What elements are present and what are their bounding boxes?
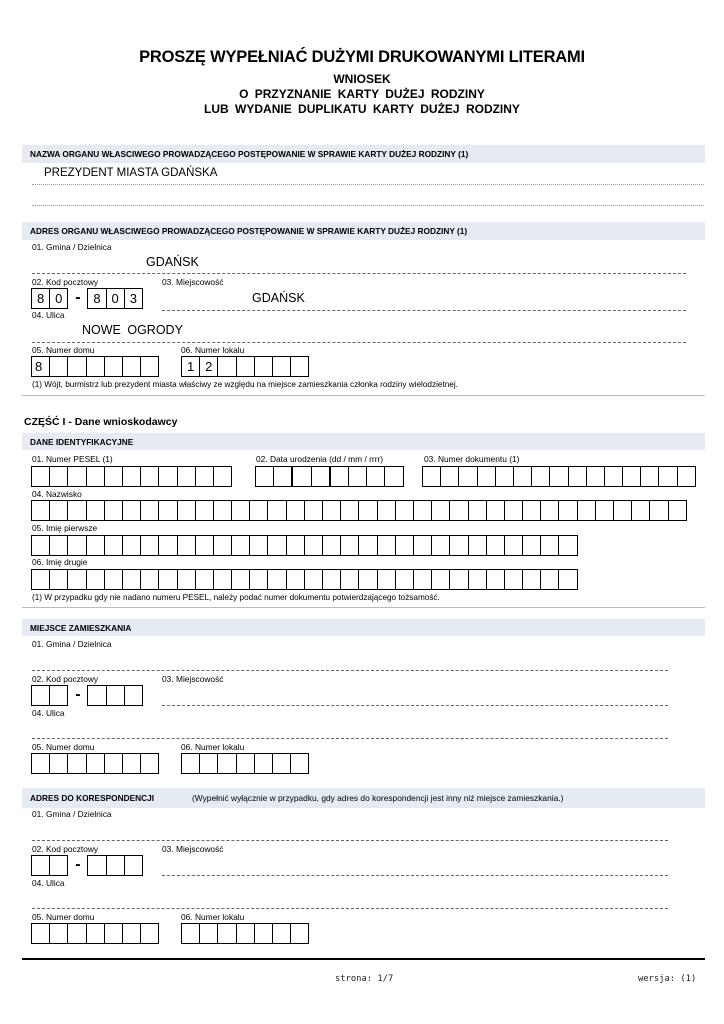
first-name-box-8[interactable] xyxy=(158,535,176,556)
birth-date-box-8[interactable] xyxy=(384,466,403,487)
organ-house-box-5[interactable] xyxy=(104,356,122,377)
pesel-box-9[interactable] xyxy=(177,466,195,487)
res-street-line[interactable] xyxy=(32,738,668,739)
first-name-box-29[interactable] xyxy=(540,535,558,556)
second-name-box-23[interactable] xyxy=(431,569,449,590)
surname-box-31[interactable] xyxy=(577,500,595,521)
corr-postal-box-2[interactable] xyxy=(49,855,68,876)
surname-box-2[interactable] xyxy=(49,500,67,521)
res-house-box-1[interactable] xyxy=(31,753,49,774)
doc-label: 03. Numer dokumentu (1) xyxy=(424,454,520,464)
surname-box-15[interactable] xyxy=(286,500,304,521)
organ-postal-label: 02. Kod pocztowy xyxy=(32,277,99,287)
organ-city-value[interactable]: GDAŃSK xyxy=(252,291,305,305)
first-name-box-1[interactable] xyxy=(31,535,49,556)
corr-note: (Wypełnić wyłącznie w przypadku, gdy adres do korespondencji jest inny niż miejsce zamieszkania.) xyxy=(192,793,564,803)
organ-address-band xyxy=(22,222,705,240)
second-name-box-20[interactable] xyxy=(377,569,395,590)
second-name-box-4[interactable] xyxy=(86,569,104,590)
corr-postal-box-1[interactable] xyxy=(31,855,49,876)
organ-house-box-3[interactable] xyxy=(67,356,85,377)
corr-postal-separator: - xyxy=(75,856,81,873)
organ-flat-box-6[interactable] xyxy=(272,356,290,377)
surname-box-17[interactable] xyxy=(322,500,340,521)
form-title-line3: LUB WYDANIE DUPLIKATU KARTY DUŻEJ RODZINY xyxy=(204,102,520,116)
surname-box-26[interactable] xyxy=(486,500,504,521)
corr-house-box-4[interactable] xyxy=(86,923,104,944)
res-flat-label: 06. Numer lokalu xyxy=(181,742,245,752)
corr-house-box-5[interactable] xyxy=(104,923,122,944)
second-name-box-12[interactable] xyxy=(231,569,249,590)
second-name-label: 06. Imię drugie xyxy=(32,557,88,567)
surname-box-20[interactable] xyxy=(377,500,395,521)
pesel-box-7[interactable] xyxy=(140,466,158,487)
corr-flat-box-1[interactable] xyxy=(181,923,199,944)
residence-title: MIEJSCE ZAMIESZKANIA xyxy=(30,623,132,633)
corr-street-label: 04. Ulica xyxy=(32,878,65,888)
res-gmina-label: 01. Gmina / Dzielnica xyxy=(32,639,112,649)
res-postal-separator: - xyxy=(75,686,81,703)
organ-footnote: (1) Wójt, burmistrz lub prezydent miasta właściwy ze względu na miejsce zamieszkania członka rodziny wielodzietnej. xyxy=(32,380,458,389)
first-name-box-28[interactable] xyxy=(522,535,540,556)
first-name-box-11[interactable] xyxy=(213,535,231,556)
corr-city-label: 03. Miejscowość xyxy=(162,844,224,854)
organ-flat-box-2[interactable]: 2 xyxy=(199,356,217,377)
surname-box-34[interactable] xyxy=(631,500,649,521)
surname-box-22[interactable] xyxy=(413,500,431,521)
res-postal-code[interactable] xyxy=(31,685,143,705)
organ-name-title: NAZWA ORGANU WŁASCIWEGO PROWADZĄCEGO POSTĘPOWANIE W SPRAWIE KARTY DUŻEJ RODZINY (1) xyxy=(30,149,469,159)
surname-box-1[interactable] xyxy=(31,500,49,521)
first-name-box-10[interactable] xyxy=(195,535,213,556)
res-flat-box-6[interactable] xyxy=(272,753,290,774)
organ-flat-box-5[interactable] xyxy=(254,356,272,377)
res-house-box-7[interactable] xyxy=(140,753,159,774)
surname-box-30[interactable] xyxy=(558,500,576,521)
pesel-box-3[interactable] xyxy=(67,466,85,487)
form-title-line2: O PRZYZNANIE KARTY DUŻEJ RODZINY xyxy=(239,87,485,101)
doc-number-box-7[interactable] xyxy=(531,466,549,487)
corr-postal-box-4[interactable] xyxy=(106,855,124,876)
doc-number-box-1[interactable] xyxy=(422,466,440,487)
pesel-box-8[interactable] xyxy=(158,466,176,487)
res-postal-box-5[interactable] xyxy=(124,685,143,706)
second-name-box-25[interactable] xyxy=(468,569,486,590)
organ-name-line-2 xyxy=(32,205,704,206)
surname-box-19[interactable] xyxy=(358,500,376,521)
first-name-box-12[interactable] xyxy=(231,535,249,556)
first-name-box-15[interactable] xyxy=(286,535,304,556)
surname-box-33[interactable] xyxy=(613,500,631,521)
doc-number-box-4[interactable] xyxy=(477,466,495,487)
first-name-box-5[interactable] xyxy=(104,535,122,556)
res-postal-box-3[interactable] xyxy=(87,685,105,706)
birth-date-box-2[interactable] xyxy=(273,466,291,487)
organ-divider xyxy=(22,395,705,396)
surname-box-11[interactable] xyxy=(213,500,231,521)
first-name-box-7[interactable] xyxy=(140,535,158,556)
corr-flat-label: 06. Numer lokalu xyxy=(181,912,245,922)
organ-city-line xyxy=(162,310,686,311)
res-flat-boxes[interactable] xyxy=(181,753,309,773)
organ-flat-boxes[interactable] xyxy=(181,356,309,376)
corr-house-box-3[interactable] xyxy=(67,923,85,944)
first-name-box-22[interactable] xyxy=(413,535,431,556)
organ-postal-digit-1[interactable]: 8 xyxy=(31,288,49,309)
organ-flat-box-7[interactable] xyxy=(290,356,309,377)
surname-box-8[interactable] xyxy=(158,500,176,521)
second-name-box-18[interactable] xyxy=(340,569,358,590)
corr-house-boxes[interactable] xyxy=(31,923,159,943)
ident-footnote: (1) W przypadku gdy nie nadano numeru PESEL, należy podać numer dokumentu potwierdzającego tożsamość. xyxy=(32,593,440,602)
pesel-boxes[interactable] xyxy=(31,466,232,486)
doc-number-box-12[interactable] xyxy=(622,466,640,487)
organ-house-boxes[interactable] xyxy=(31,356,159,376)
surname-box-25[interactable] xyxy=(468,500,486,521)
corr-postal-box-3[interactable] xyxy=(87,855,105,876)
doc-number-box-8[interactable] xyxy=(549,466,567,487)
organ-postal-digit-2[interactable]: 0 xyxy=(49,288,68,309)
res-house-box-6[interactable] xyxy=(122,753,140,774)
organ-flat-box-1[interactable]: 1 xyxy=(181,356,199,377)
corr-postal-label: 02. Kod pocztowy xyxy=(32,844,99,854)
organ-house-label: 05. Numer domu xyxy=(32,345,95,355)
surname-box-16[interactable] xyxy=(304,500,322,521)
birth-date-box-6[interactable] xyxy=(348,466,366,487)
first-name-box-14[interactable] xyxy=(267,535,285,556)
corr-postal-code[interactable] xyxy=(31,855,143,875)
first-name-box-4[interactable] xyxy=(86,535,104,556)
surname-box-5[interactable] xyxy=(104,500,122,521)
second-name-box-2[interactable] xyxy=(49,569,67,590)
pesel-box-2[interactable] xyxy=(49,466,67,487)
first-name-boxes[interactable] xyxy=(31,535,578,555)
surname-box-13[interactable] xyxy=(249,500,267,521)
first-name-box-17[interactable] xyxy=(322,535,340,556)
doc-number-box-2[interactable] xyxy=(440,466,458,487)
page-number: strona: 1/7 xyxy=(335,974,394,984)
doc-number-box-3[interactable] xyxy=(458,466,476,487)
second-name-box-8[interactable] xyxy=(158,569,176,590)
surname-box-27[interactable] xyxy=(504,500,522,521)
res-flat-box-7[interactable] xyxy=(290,753,309,774)
res-house-box-4[interactable] xyxy=(86,753,104,774)
doc-number-boxes[interactable] xyxy=(422,466,696,486)
second-name-box-22[interactable] xyxy=(413,569,431,590)
second-name-box-15[interactable] xyxy=(286,569,304,590)
surname-box-14[interactable] xyxy=(267,500,285,521)
second-name-box-7[interactable] xyxy=(140,569,158,590)
organ-flat-box-4[interactable] xyxy=(236,356,254,377)
organ-postal-digit-4[interactable]: 0 xyxy=(106,288,124,309)
doc-number-box-13[interactable] xyxy=(640,466,658,487)
footer-rule xyxy=(22,958,705,960)
second-name-box-28[interactable] xyxy=(522,569,540,590)
organ-street-line xyxy=(32,342,686,343)
corr-flat-boxes[interactable] xyxy=(181,923,309,943)
pesel-box-5[interactable] xyxy=(104,466,122,487)
first-name-box-3[interactable] xyxy=(67,535,85,556)
first-name-box-23[interactable] xyxy=(431,535,449,556)
surname-label: 04. Nazwisko xyxy=(32,489,82,499)
surname-box-23[interactable] xyxy=(431,500,449,521)
pesel-label: 01. Numer PESEL (1) xyxy=(32,454,113,464)
res-flat-box-1[interactable] xyxy=(181,753,199,774)
second-name-box-1[interactable] xyxy=(31,569,49,590)
second-name-box-6[interactable] xyxy=(122,569,140,590)
organ-street-label: 04. Ulica xyxy=(32,310,65,320)
organ-city-label: 03. Miejscowość xyxy=(162,277,224,287)
first-name-box-26[interactable] xyxy=(486,535,504,556)
first-name-box-27[interactable] xyxy=(504,535,522,556)
birth-date-box-4[interactable] xyxy=(311,466,329,487)
organ-name-value[interactable]: PREZYDENT MIASTA GDAŃSKA xyxy=(44,167,218,179)
birth-date-boxes[interactable] xyxy=(255,466,404,486)
doc-number-box-6[interactable] xyxy=(513,466,531,487)
res-house-box-3[interactable] xyxy=(67,753,85,774)
res-postal-box-2[interactable] xyxy=(49,685,68,706)
first-name-box-13[interactable] xyxy=(249,535,267,556)
second-name-box-16[interactable] xyxy=(304,569,322,590)
surname-box-3[interactable] xyxy=(67,500,85,521)
surname-box-36[interactable] xyxy=(668,500,687,521)
second-name-box-30[interactable] xyxy=(558,569,577,590)
surname-box-10[interactable] xyxy=(195,500,213,521)
organ-house-box-1[interactable]: 8 xyxy=(31,356,49,377)
corr-gmina-label: 01. Gmina / Dzielnica xyxy=(32,809,112,819)
res-flat-box-2[interactable] xyxy=(199,753,217,774)
corr-house-label: 05. Numer domu xyxy=(32,912,95,922)
pesel-box-4[interactable] xyxy=(86,466,104,487)
surname-box-21[interactable] xyxy=(395,500,413,521)
organ-flat-label: 06. Numer lokalu xyxy=(181,345,245,355)
second-name-box-27[interactable] xyxy=(504,569,522,590)
corr-street-line[interactable] xyxy=(32,908,668,909)
surname-box-18[interactable] xyxy=(340,500,358,521)
surname-box-28[interactable] xyxy=(522,500,540,521)
surname-box-24[interactable] xyxy=(449,500,467,521)
second-name-box-3[interactable] xyxy=(67,569,85,590)
birth-date-box-5[interactable] xyxy=(329,466,348,487)
corr-flat-box-6[interactable] xyxy=(272,923,290,944)
res-flat-box-5[interactable] xyxy=(254,753,272,774)
part1-title: CZĘŚĆ I - Dane wnioskodawcy xyxy=(24,416,178,428)
birth-date-box-7[interactable] xyxy=(366,466,384,487)
organ-house-box-6[interactable] xyxy=(122,356,140,377)
organ-postal-separator: - xyxy=(75,289,81,306)
second-name-box-13[interactable] xyxy=(249,569,267,590)
pesel-box-11[interactable] xyxy=(213,466,232,487)
surname-box-29[interactable] xyxy=(540,500,558,521)
pesel-box-6[interactable] xyxy=(122,466,140,487)
res-house-label: 05. Numer domu xyxy=(32,742,95,752)
organ-address-title: ADRES ORGANU WŁASCIWEGO PROWADZĄCEGO POSTĘPOWANIE W SPRAWIE KARTY DUŻEJ RODZINY (1) xyxy=(30,226,468,236)
second-name-box-11[interactable] xyxy=(213,569,231,590)
organ-postal-code[interactable] xyxy=(31,288,143,308)
corr-flat-box-7[interactable] xyxy=(290,923,309,944)
res-postal-box-1[interactable] xyxy=(31,685,49,706)
corr-house-box-2[interactable] xyxy=(49,923,67,944)
doc-number-box-10[interactable] xyxy=(586,466,604,487)
birth-label: 02. Data urodzenia (dd / mm / rrrr) xyxy=(256,454,384,464)
doc-number-box-5[interactable] xyxy=(495,466,513,487)
organ-gmina-label: 01. Gmina / Dzielnica xyxy=(32,242,112,252)
surname-box-35[interactable] xyxy=(649,500,667,521)
corr-gmina-line[interactable] xyxy=(32,840,668,841)
first-name-box-16[interactable] xyxy=(304,535,322,556)
res-city-line[interactable] xyxy=(162,705,668,706)
second-name-boxes[interactable] xyxy=(31,569,578,589)
organ-house-box-7[interactable] xyxy=(140,356,159,377)
res-postal-label: 02. Kod pocztowy xyxy=(32,674,99,684)
corr-postal-box-5[interactable] xyxy=(124,855,143,876)
second-name-box-17[interactable] xyxy=(322,569,340,590)
res-city-label: 03. Miejscowość xyxy=(162,674,224,684)
corr-house-box-1[interactable] xyxy=(31,923,49,944)
first-name-box-9[interactable] xyxy=(177,535,195,556)
form-instruction: PROSZĘ WYPEŁNIAĆ DUŻYMI DRUKOWANYMI LITERAMI xyxy=(139,48,585,66)
birth-date-box-1[interactable] xyxy=(255,466,273,487)
corr-flat-box-4[interactable] xyxy=(236,923,254,944)
first-name-box-30[interactable] xyxy=(558,535,577,556)
surname-box-7[interactable] xyxy=(140,500,158,521)
corr-band xyxy=(22,788,705,808)
second-name-box-14[interactable] xyxy=(267,569,285,590)
pesel-box-1[interactable] xyxy=(31,466,49,487)
first-name-box-18[interactable] xyxy=(340,535,358,556)
doc-number-box-11[interactable] xyxy=(604,466,622,487)
organ-name-line-1 xyxy=(32,184,704,185)
doc-number-box-9[interactable] xyxy=(568,466,586,487)
organ-name-band xyxy=(22,145,705,163)
first-name-box-2[interactable] xyxy=(49,535,67,556)
second-name-box-26[interactable] xyxy=(486,569,504,590)
second-name-box-19[interactable] xyxy=(358,569,376,590)
organ-postal-digit-3[interactable]: 8 xyxy=(87,288,105,309)
surname-box-4[interactable] xyxy=(86,500,104,521)
second-name-box-9[interactable] xyxy=(177,569,195,590)
first-name-box-21[interactable] xyxy=(395,535,413,556)
doc-number-box-14[interactable] xyxy=(658,466,676,487)
first-name-box-24[interactable] xyxy=(449,535,467,556)
organ-gmina-value[interactable]: GDAŃSK xyxy=(146,255,199,269)
second-name-box-24[interactable] xyxy=(449,569,467,590)
pesel-box-10[interactable] xyxy=(195,466,213,487)
first-name-box-25[interactable] xyxy=(468,535,486,556)
organ-postal-digit-5[interactable]: 3 xyxy=(124,288,143,309)
first-name-box-19[interactable] xyxy=(358,535,376,556)
surname-box-6[interactable] xyxy=(122,500,140,521)
organ-house-box-2[interactable] xyxy=(49,356,67,377)
organ-gmina-line xyxy=(32,273,686,274)
corr-flat-box-2[interactable] xyxy=(199,923,217,944)
second-name-box-29[interactable] xyxy=(540,569,558,590)
second-name-box-21[interactable] xyxy=(395,569,413,590)
ident-title: DANE IDENTYFIKACYJNE xyxy=(30,437,134,447)
corr-flat-box-5[interactable] xyxy=(254,923,272,944)
surname-box-32[interactable] xyxy=(595,500,613,521)
corr-house-box-7[interactable] xyxy=(140,923,159,944)
second-name-box-10[interactable] xyxy=(195,569,213,590)
surname-boxes[interactable] xyxy=(31,500,687,520)
organ-street-value[interactable]: NOWE OGRODY xyxy=(82,323,183,337)
form-title-line1: WNIOSEK xyxy=(333,72,391,86)
res-postal-box-4[interactable] xyxy=(106,685,124,706)
res-house-box-5[interactable] xyxy=(104,753,122,774)
first-name-box-20[interactable] xyxy=(377,535,395,556)
doc-number-box-15[interactable] xyxy=(677,466,696,487)
res-flat-box-3[interactable] xyxy=(217,753,235,774)
res-house-box-2[interactable] xyxy=(49,753,67,774)
residence-band xyxy=(22,619,705,636)
first-name-label: 05. Imię pierwsze xyxy=(32,523,98,533)
second-name-box-5[interactable] xyxy=(104,569,122,590)
corr-title: ADRES DO KORESPONDENCJI xyxy=(30,793,155,803)
birth-date-box-3[interactable] xyxy=(291,466,310,487)
res-street-label: 04. Ulica xyxy=(32,708,65,718)
ident-band xyxy=(22,433,705,450)
corr-house-box-6[interactable] xyxy=(122,923,140,944)
corr-flat-box-3[interactable] xyxy=(217,923,235,944)
form-version: wersja: (1) xyxy=(638,974,697,984)
first-name-box-6[interactable] xyxy=(122,535,140,556)
organ-house-box-4[interactable] xyxy=(86,356,104,377)
corr-city-line[interactable] xyxy=(162,875,668,876)
organ-flat-box-3[interactable] xyxy=(217,356,235,377)
surname-box-12[interactable] xyxy=(231,500,249,521)
res-gmina-line[interactable] xyxy=(32,670,668,671)
ident-divider xyxy=(22,607,705,608)
res-house-boxes[interactable] xyxy=(31,753,159,773)
surname-box-9[interactable] xyxy=(177,500,195,521)
res-flat-box-4[interactable] xyxy=(236,753,254,774)
